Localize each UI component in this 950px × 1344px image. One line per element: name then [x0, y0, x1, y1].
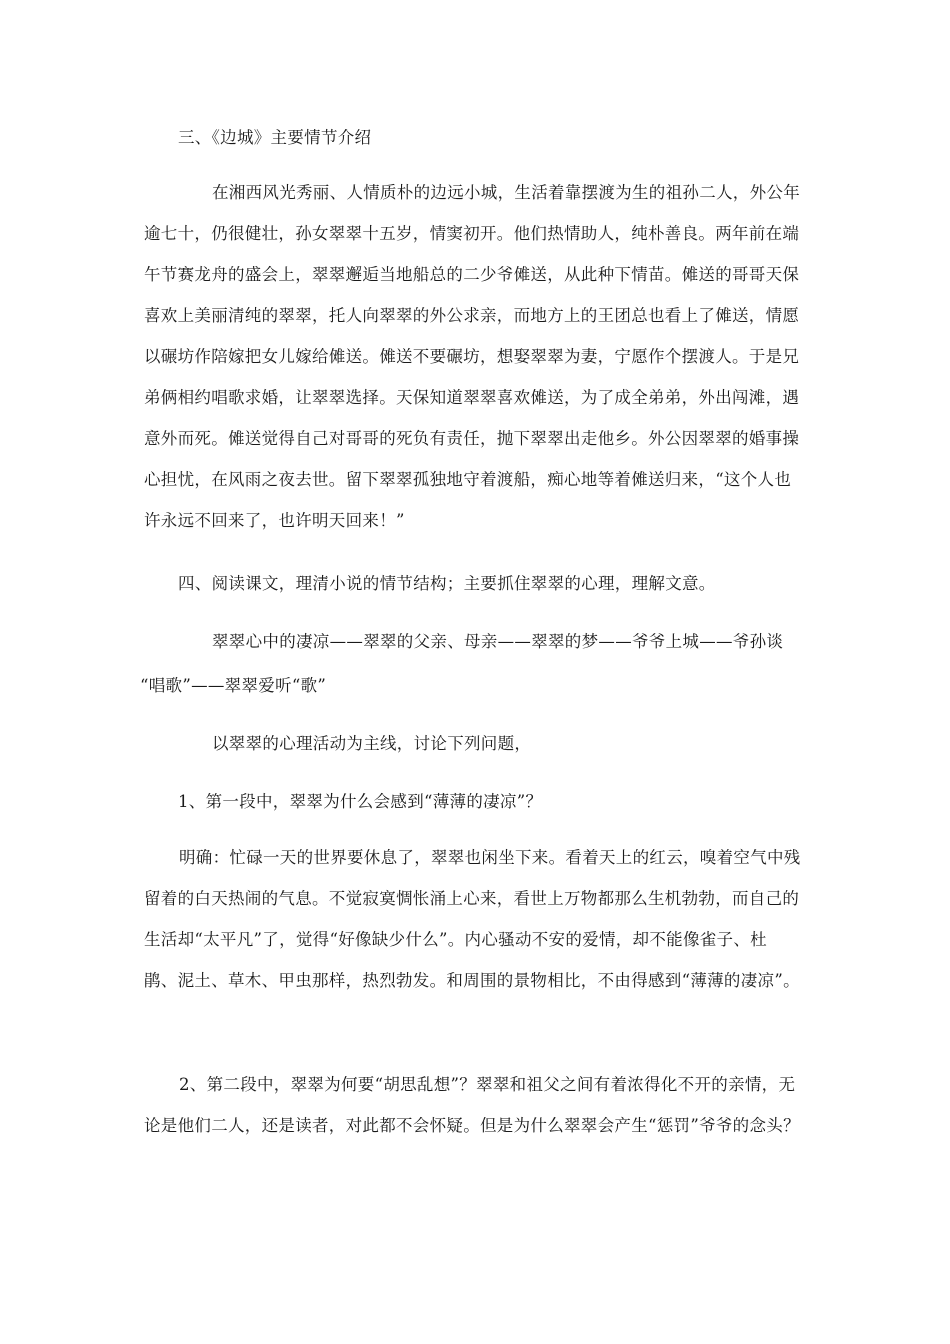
question-2-paragraph [144, 1064, 812, 1146]
paragraph-line: 在湘西风光秀丽、人情质朴的边远小城，生活着靠摆渡为生的祖孙二人，外公年 [212, 183, 800, 202]
paragraph-line: 论是他们二人，还是读者，对此都不会怀疑。但是为什么翠翠会产生“惩罚”爷爷的念头？ [144, 1116, 800, 1135]
paragraph-line: 心担忧，在风雨之夜去世。留下翠翠孤独地守着渡船，痴心地等着傩送归来，“这个人也 [144, 470, 792, 489]
section-4-heading: 四、阅读课文，理清小说的情节结构；主要抓住翠翠的心理，理解文意。 [178, 574, 716, 593]
answer-1-paragraph [144, 837, 812, 1001]
paragraph-line: 明确：忙碌一天的世界要休息了，翠翠也闲坐下来。看着天上的红云，嗅着空气中残 [179, 848, 801, 867]
paragraph-line: 午节赛龙舟的盛会上，翠翠邂逅当地船总的二少爷傩送，从此种下情苗。傩送的哥哥天保 [144, 265, 800, 284]
paragraph-line: 2、第二段中，翠翠为何要“胡思乱想”？翠翠和祖父之间有着浓得化不开的亲情，无 [179, 1075, 796, 1094]
plot-structure-line-1: 翠翠心中的凄凉——翠翠的父亲、母亲——翠翠的梦——爷爷上城——爷孙谈 [212, 632, 784, 651]
paragraph-line: 逾七十，仍很健壮，孙女翠翠十五岁，情窦初开。他们热情助人，纯朴善良。两年前在端 [144, 224, 800, 243]
plot-structure-line-2: “唱歌”——翠翠爱听“歌” [140, 676, 327, 695]
paragraph-line: 弟俩相约唱歌求婚，让翠翠选择。天保知道翠翠喜欢傩送，为了成全弟弟，外出闯滩，遇 [144, 388, 800, 407]
paragraph-line: 喜欢上美丽清纯的翠翠，托人向翠翠的外公求亲，而地方上的王团总也看上了傩送，情愿 [144, 306, 800, 325]
discussion-intro: 以翠翠的心理活动为主线，讨论下列问题， [212, 734, 532, 753]
paragraph-line: 意外而死。傩送觉得自己对哥哥的死负有责任，抛下翠翠出走他乡。外公因翠翠的婚事操 [144, 429, 800, 448]
paragraph-line: 许永远不回来了，也许明天回来！” [144, 511, 405, 530]
paragraph-line: 鹃、泥土、草木、甲虫那样，热烈勃发。和周围的景物相比，不由得感到“薄薄的凄凉”。 [144, 971, 800, 990]
paragraph-line: 留着的白天热闹的气息。不觉寂寞惆怅涌上心来，看世上万物都那么生机勃勃，而自己的 [144, 889, 800, 908]
section-3-heading: 三、《边城》主要情节介绍 [178, 128, 372, 147]
paragraph-line: 生活却“太平凡”了，觉得“好像缺少什么”。内心骚动不安的爱情，却不能像雀子、杜 [144, 930, 767, 949]
question-1: 1、第一段中，翠翠为什么会感到“薄薄的凄凉”？ [178, 792, 543, 811]
section-3-paragraph [144, 172, 812, 541]
paragraph-line: 以碾坊作陪嫁把女儿嫁给傩送。傩送不要碾坊，想娶翠翠为妻，宁愿作个摆渡人。于是兄 [144, 347, 800, 366]
